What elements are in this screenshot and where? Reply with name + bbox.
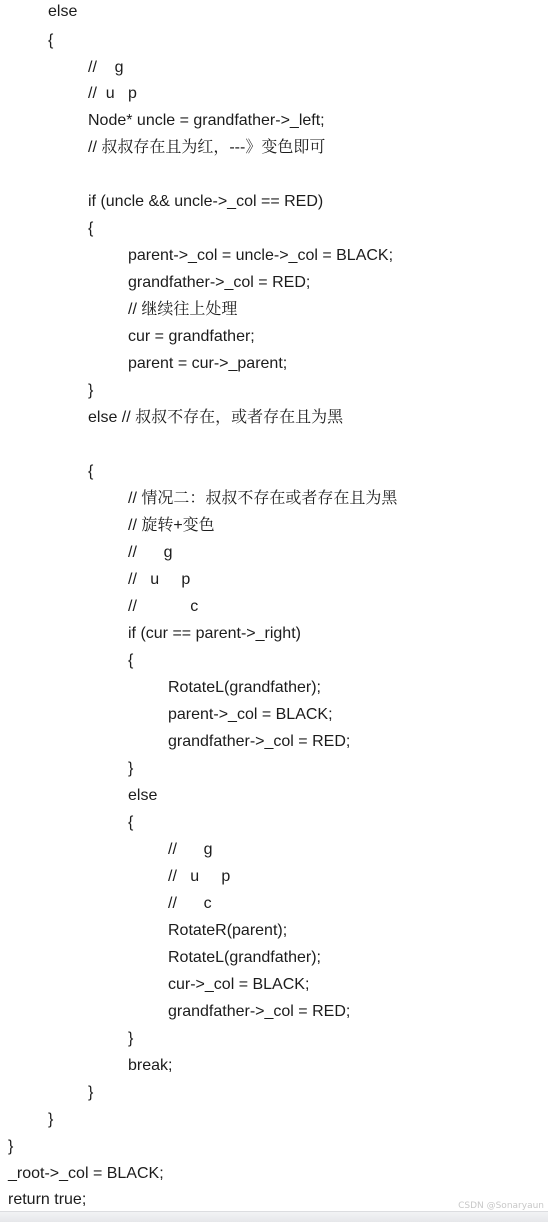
code-line: Node* uncle = grandfather->_left; <box>88 112 325 129</box>
code-line: // g <box>88 59 124 76</box>
code-line: if (cur == parent->_right) <box>128 625 301 642</box>
code-line: return true; <box>8 1191 87 1208</box>
code-line: // 继续往上处理 <box>128 301 238 318</box>
code-line: { <box>128 814 134 831</box>
code-line: // c <box>128 598 199 615</box>
code-line: } <box>88 382 94 399</box>
code-line: parent = cur->_parent; <box>128 355 288 372</box>
code-line: // u p <box>128 571 191 588</box>
code-line: { <box>88 463 94 480</box>
code-line: // 旋转+变色 <box>128 517 215 534</box>
code-line: { <box>48 32 54 49</box>
code-line: } <box>88 1084 94 1101</box>
code-line: parent->_col = uncle->_col = BLACK; <box>128 247 394 264</box>
code-line: // c <box>168 895 212 912</box>
code-line: // u p <box>88 85 137 102</box>
code-line: { <box>128 652 134 669</box>
code-line: parent->_col = BLACK; <box>168 706 333 723</box>
code-line: // u p <box>168 868 231 885</box>
code-line: // 叔叔存在且为红，---》变色即可 <box>88 139 326 156</box>
code-line: else // 叔叔不存在，或者存在且为黑 <box>88 409 344 426</box>
code-line: RotateL(grandfather); <box>168 949 321 966</box>
code-line: } <box>8 1138 14 1155</box>
code-line: grandfather->_col = RED; <box>168 733 351 750</box>
code-line: else <box>128 787 158 804</box>
code-line: } <box>128 760 134 777</box>
code-line: else <box>48 3 78 20</box>
code-line: { <box>88 220 94 237</box>
code-line: } <box>48 1111 54 1128</box>
code-line: RotateR(parent); <box>168 922 288 939</box>
code-line: // 情况二：叔叔不存在或者存在且为黑 <box>128 490 398 507</box>
code-line: break; <box>128 1057 173 1074</box>
code-line: cur->_col = BLACK; <box>168 976 310 993</box>
code-line: RotateL(grandfather); <box>168 679 321 696</box>
code-line: // g <box>168 841 213 858</box>
code-line: // g <box>128 544 173 561</box>
code-line: if (uncle && uncle->_col == RED) <box>88 193 324 210</box>
code-line: grandfather->_col = RED; <box>128 274 311 291</box>
code-line: _root->_col = BLACK; <box>8 1165 164 1182</box>
code-line: } <box>128 1030 134 1047</box>
watermark: CSDN @Sonaryaun <box>458 1201 544 1211</box>
code-line: grandfather->_col = RED; <box>168 1003 351 1020</box>
code-line: cur = grandfather; <box>128 328 255 345</box>
